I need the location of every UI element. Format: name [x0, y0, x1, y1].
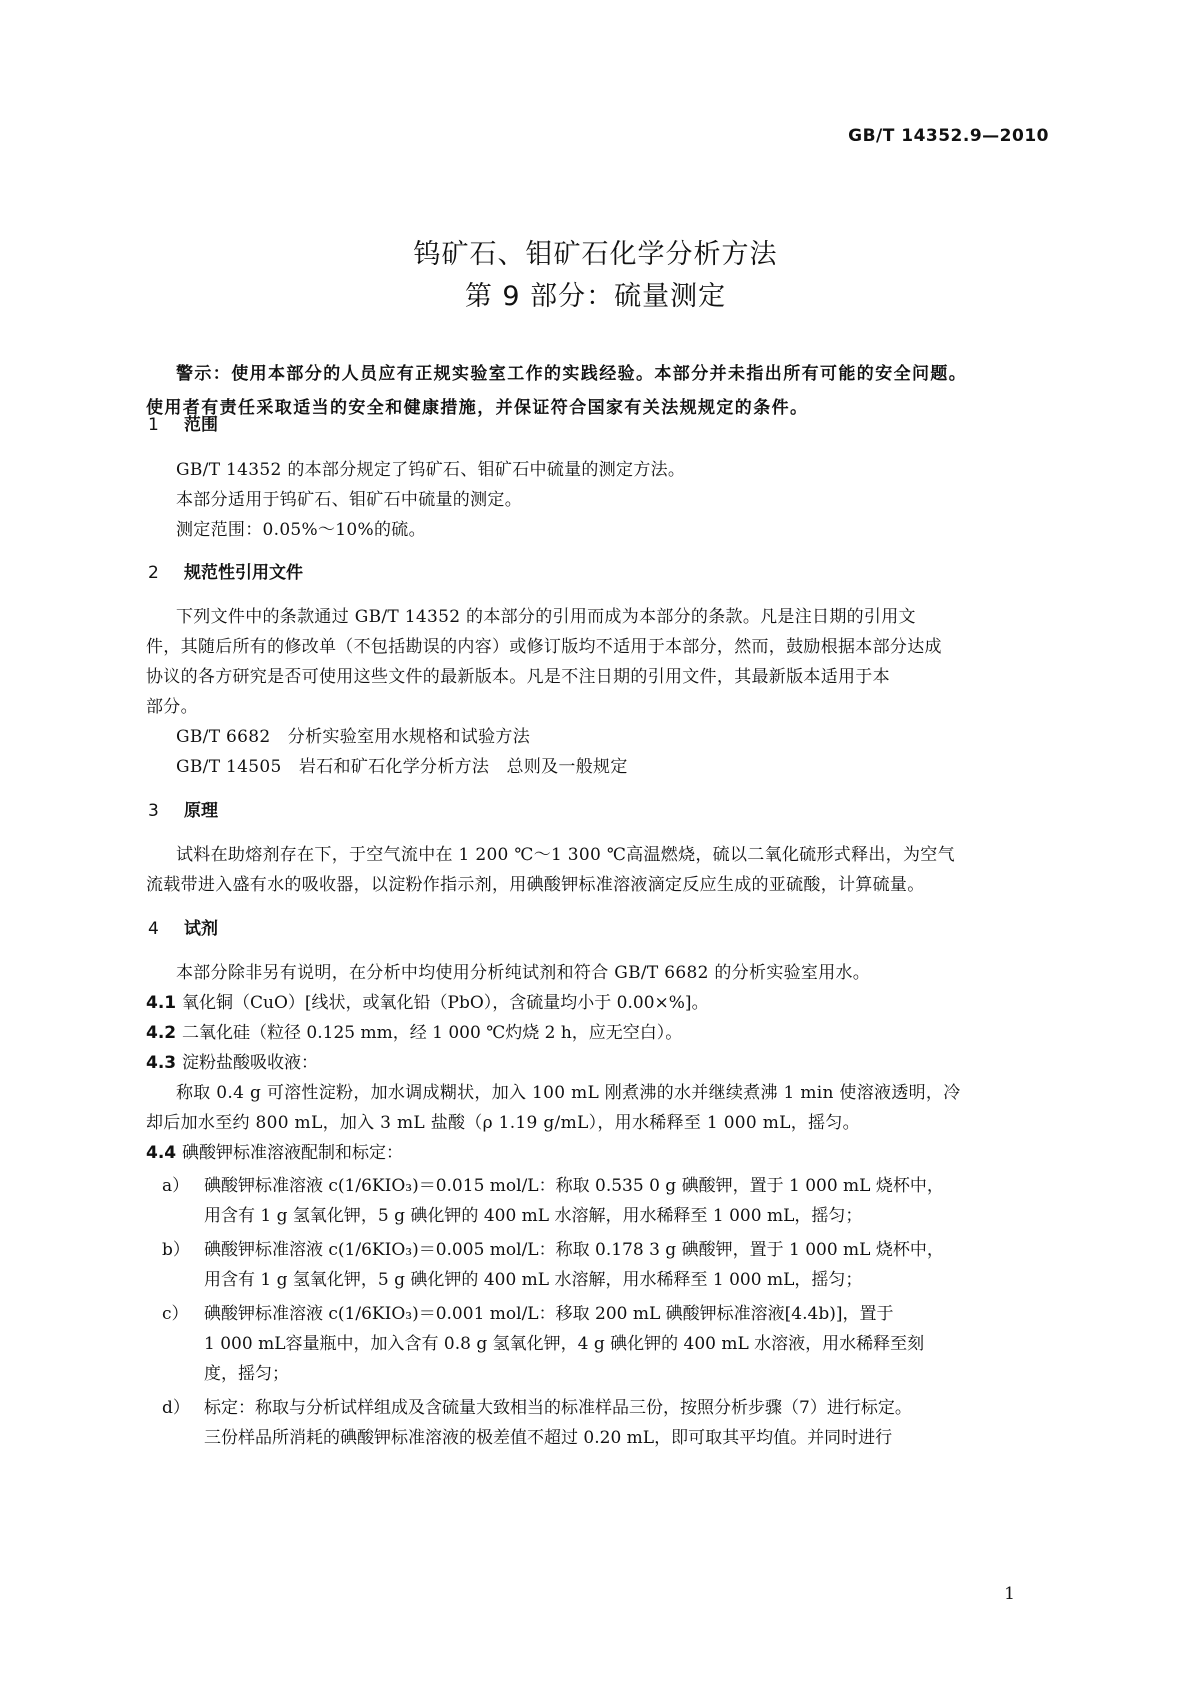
section-title: 原理 — [184, 801, 218, 821]
clause-number: 4.2 — [146, 1023, 177, 1043]
reagent-4-3-line-2: 却后加水至约 800 mL，加入 3 mL 盐酸（ρ 1.19 g/mL），用水稀释至 1 000 mL，摇匀。 — [146, 1113, 860, 1133]
normative-line-3: 协议的各方研究是否可使用这些文件的最新版本。凡是不注日期的引用文件，其最新版本适用于本 — [146, 667, 890, 687]
document-subtitle: 第 9 部分：硫量测定 — [464, 281, 727, 312]
reagent-4-2 — [146, 1018, 682, 1043]
section-heading-principle — [148, 796, 218, 821]
standard-number: GB/T 14352.9—2010 — [848, 126, 1049, 146]
normative-line-1: 下列文件中的条款通过 GB/T 14352 的本部分的引用而成为本部分的条款。凡是注日期的引用文 — [176, 607, 916, 627]
safety-warning-line-2: 使用者有责任采取适当的安全和健康措施，并保证符合国家有关法规规定的条件。 — [146, 398, 809, 418]
clause-text: 淀粉盐酸吸收液： — [182, 1053, 318, 1073]
reference-gbt-6682: GB/T 6682 分析实验室用水规格和试验方法 — [176, 727, 531, 747]
list-text: 碘酸钾标准溶液 c(1/6KIO₃)＝0.001 mol/L：移取 200 mL 碘酸钾标准溶液[4.4b)]，置于 — [204, 1304, 894, 1324]
clause-number: 4.4 — [146, 1143, 177, 1163]
normative-line-4: 部分。 — [146, 697, 198, 717]
reagents-intro: 本部分除非另有说明，在分析中均使用分析纯试剂和符合 GB/T 6682 的分析实验室用水。 — [176, 963, 871, 983]
page-number: 1 — [1004, 1584, 1015, 1604]
clause-text: 二氧化硅（粒径 0.125 mm，经 1 000 ℃灼烧 2 h，应无空白）。 — [182, 1023, 683, 1043]
reagent-4-3-line-1: 称取 0.4 g 可溶性淀粉，加水调成糊状，加入 100 mL 刚煮沸的水并继续煮沸 1 min 使溶液透明，冷 — [176, 1083, 961, 1103]
principle-line-1: 试料在助熔剂存在下，于空气流中在 1 200 ℃～1 300 ℃高温燃烧，硫以二氧化硫形式释出，为空气 — [176, 845, 955, 865]
scope-paragraph-2: 本部分适用于钨矿石、钼矿石中硫量的测定。 — [176, 490, 522, 510]
clause-text: 氧化铜（CuO）[线状，或氧化铅（PbO），含硫量均小于 0.00×%]。 — [182, 993, 709, 1013]
list-item-a — [162, 1171, 944, 1196]
normative-line-2: 件，其随后所有的修改单（不包括勘误的内容）或修订版均不适用于本部分，然而，鼓励根据本部分达成 — [146, 637, 942, 657]
clause-text: 碘酸钾标准溶液配制和标定： — [182, 1143, 403, 1163]
list-item-c-continuation-1: 1 000 mL容量瓶中，加入含有 0.8 g 氢氧化钾，4 g 碘化钾的 400 mL 水溶液，用水稀释至刻 — [204, 1334, 925, 1354]
list-label: a） — [162, 1176, 190, 1196]
list-label: b） — [162, 1240, 190, 1260]
list-text: 标定：称取与分析试样组成及含硫量大致相当的标准样品三份，按照分析步骤（7）进行标定。 — [204, 1398, 912, 1418]
section-heading-scope — [148, 410, 218, 435]
list-text: 碘酸钾标准溶液 c(1/6KIO₃)＝0.015 mol/L：称取 0.535 0 g 碘酸钾，置于 1 000 mL 烧杯中， — [204, 1176, 944, 1196]
document-title: 钨矿石、钼矿石化学分析方法 — [413, 239, 778, 270]
principle-line-2: 流载带进入盛有水的吸收器，以淀粉作指示剂，用碘酸钾标准溶液滴定反应生成的亚硫酸，计算硫量。 — [146, 875, 925, 895]
list-label: d） — [162, 1398, 190, 1418]
section-number: 2 — [148, 563, 159, 583]
list-item-d — [162, 1393, 912, 1418]
section-number: 4 — [148, 919, 159, 939]
list-item-b-continuation: 用含有 1 g 氢氧化钾，5 g 碘化钾的 400 mL 水溶解，用水稀释至 1 000 mL，摇匀； — [204, 1270, 863, 1290]
list-item-c-continuation-2: 度，摇匀； — [204, 1364, 289, 1384]
clause-number: 4.3 — [146, 1053, 177, 1073]
scope-paragraph-3: 测定范围：0.05%～10%的硫。 — [176, 520, 426, 540]
list-item-b — [162, 1235, 944, 1260]
reagent-4-3 — [146, 1048, 318, 1073]
clause-number: 4.1 — [146, 993, 177, 1013]
safety-warning-line-1: 警示：使用本部分的人员应有正规实验室工作的实践经验。本部分并未指出所有可能的安全问题。 — [176, 364, 968, 384]
list-item-c — [162, 1299, 893, 1324]
list-label: c） — [162, 1304, 189, 1324]
list-item-d-continuation: 三份样品所消耗的碘酸钾标准溶液的极差值不超过 0.20 mL，即可取其平均值。并同时进行 — [204, 1428, 893, 1448]
section-number: 1 — [148, 415, 159, 435]
reagent-4-1 — [146, 988, 709, 1013]
section-title: 范围 — [184, 415, 218, 435]
section-title: 规范性引用文件 — [184, 563, 303, 583]
section-heading-reagents — [148, 914, 218, 939]
section-title: 试剂 — [184, 919, 218, 939]
section-number: 3 — [148, 801, 159, 821]
section-heading-normative-references — [148, 558, 303, 583]
list-item-a-continuation: 用含有 1 g 氢氧化钾，5 g 碘化钾的 400 mL 水溶解，用水稀释至 1 000 mL，摇匀； — [204, 1206, 863, 1226]
list-text: 碘酸钾标准溶液 c(1/6KIO₃)＝0.005 mol/L：称取 0.178 3 g 碘酸钾，置于 1 000 mL 烧杯中， — [204, 1240, 944, 1260]
scope-paragraph-1: GB/T 14352 的本部分规定了钨矿石、钼矿石中硫量的测定方法。 — [176, 460, 686, 480]
reagent-4-4 — [146, 1138, 403, 1163]
reference-gbt-14505: GB/T 14505 岩石和矿石化学分析方法 总则及一般规定 — [176, 757, 628, 777]
